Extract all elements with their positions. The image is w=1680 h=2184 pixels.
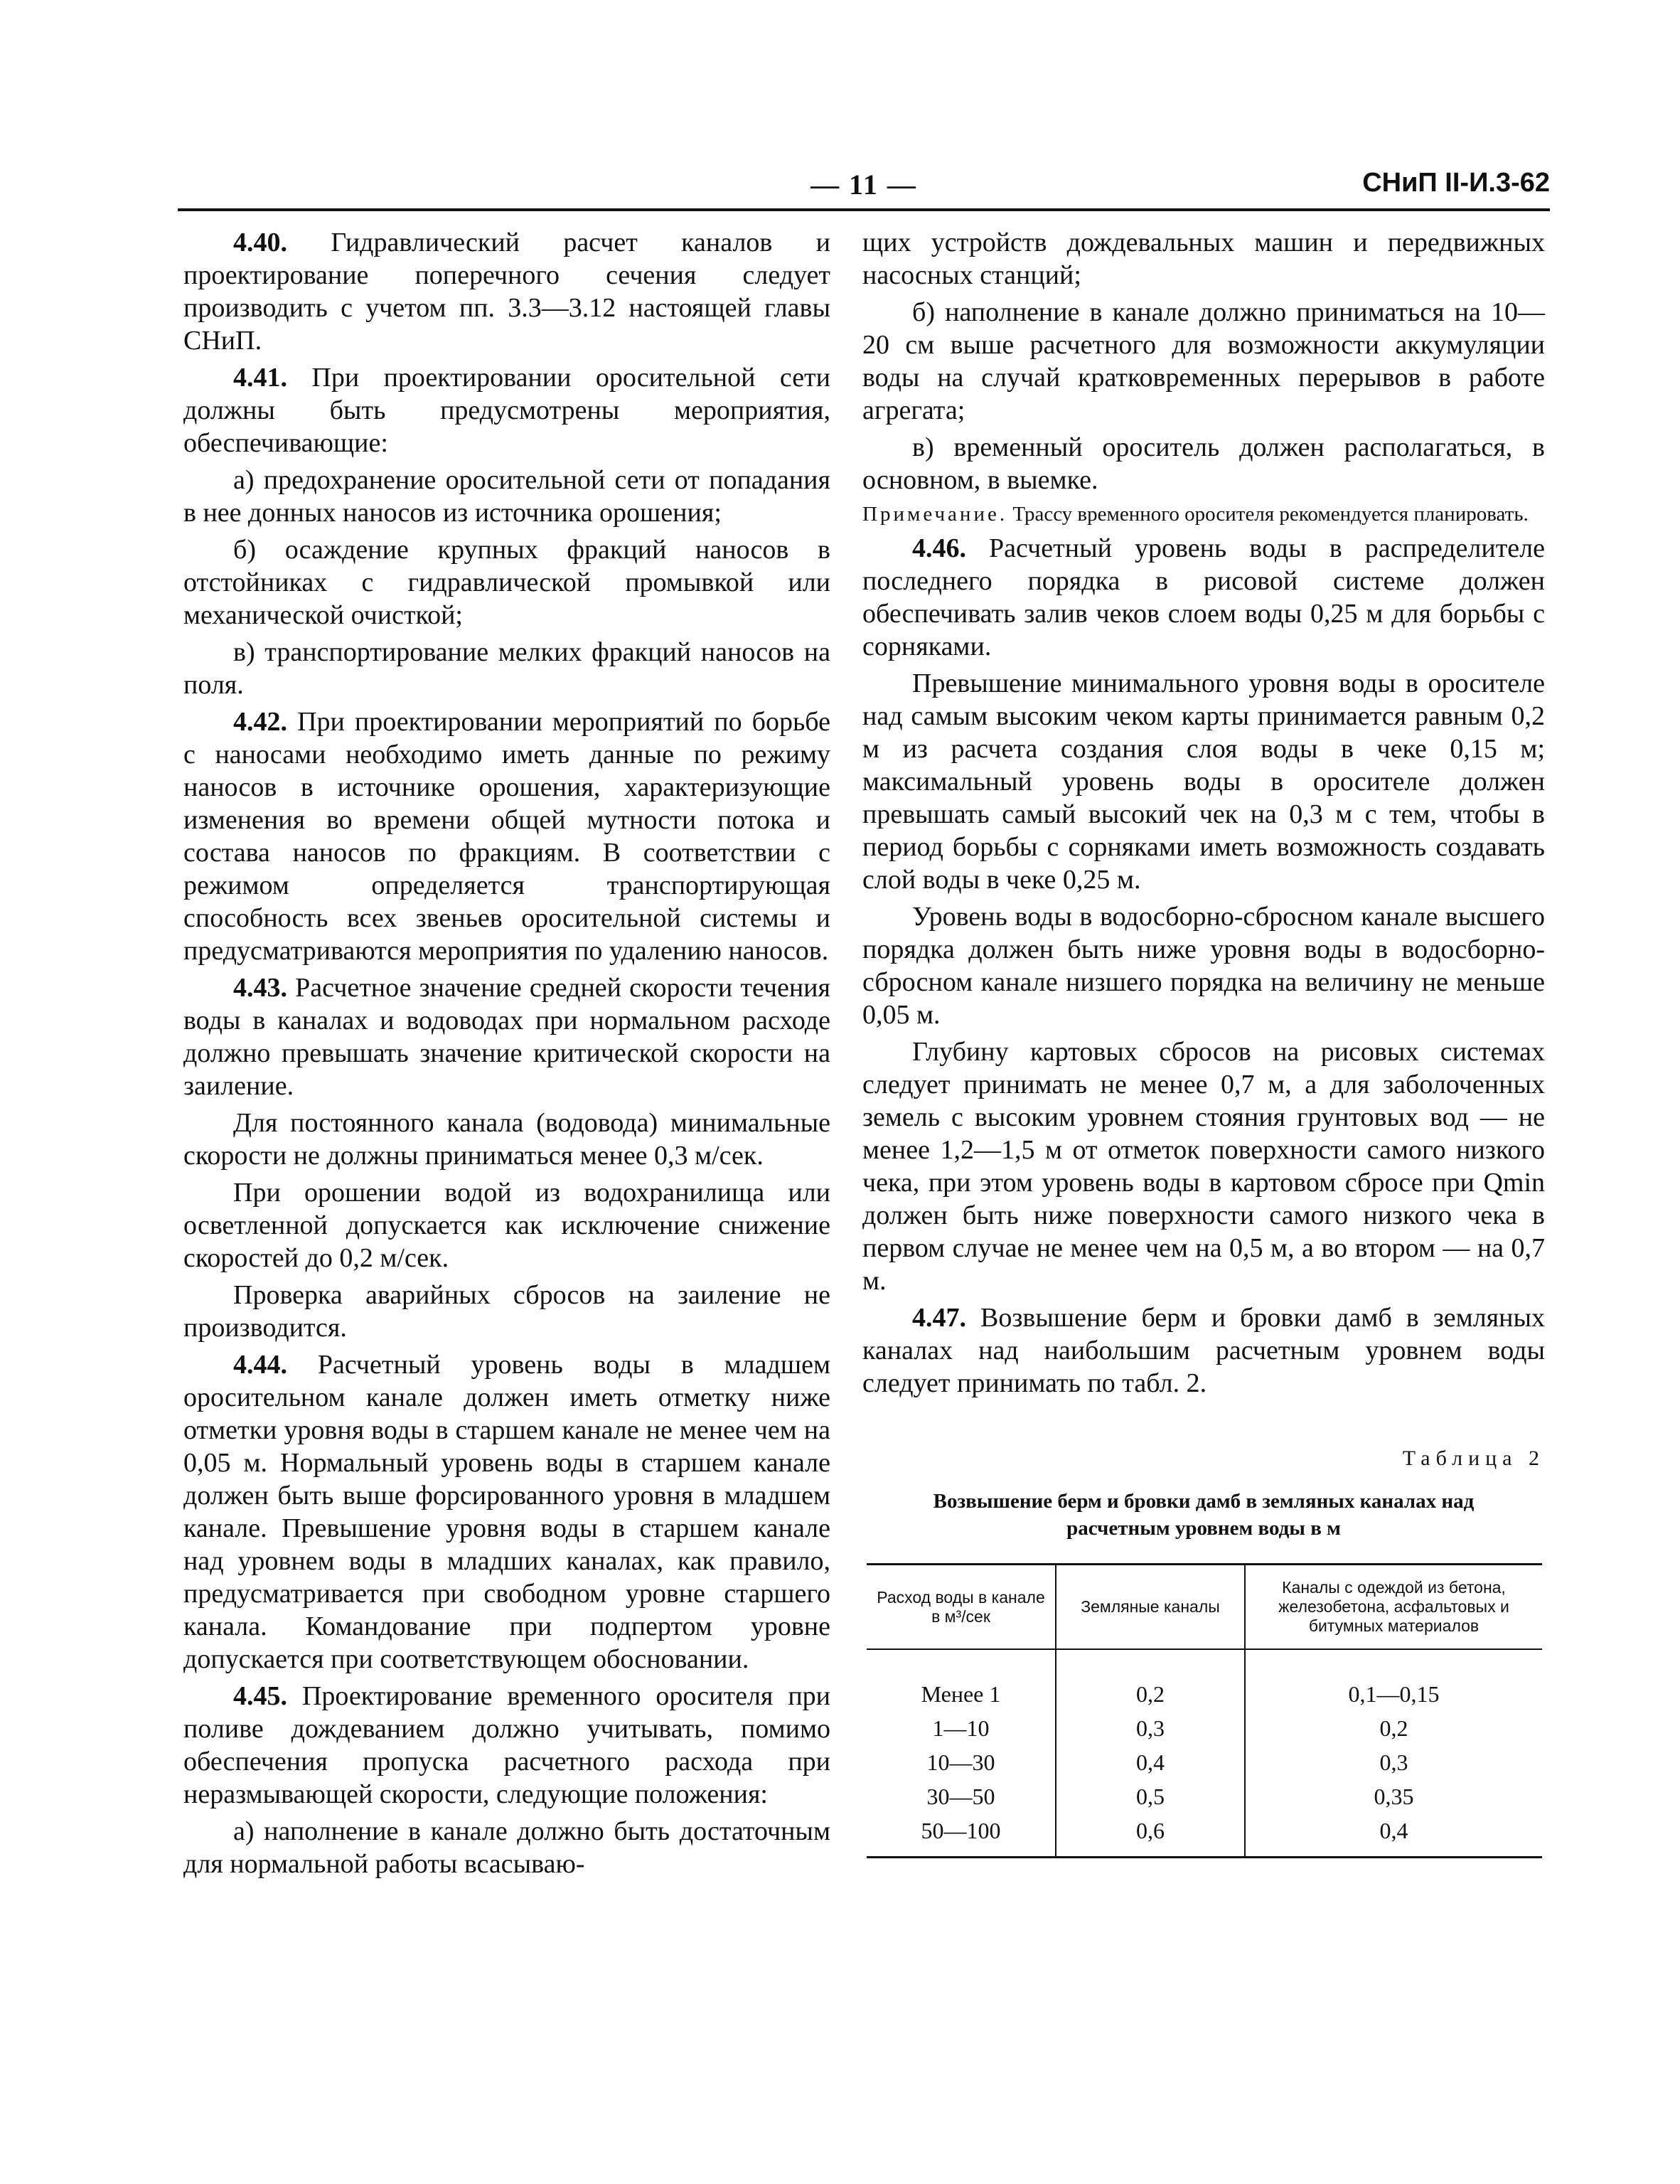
table-cell: 50—100 <box>867 1813 1056 1858</box>
paragraph-continuation: щих устройств дождевальных машин и передвижных насосных станций; <box>862 228 1545 290</box>
paragraph: Уровень воды в водосборно-сбросном канале высшего порядка должен быть ниже уровня воды в водосборно-сбросном канале низшего порядка на величину не меньше 0,05 м. <box>862 902 1545 1030</box>
paragraph: 4.45. Проектирование временного оросителя при поливе дождеванием должно учитывать, помимо обеспечения пропуска расчетного расхода при неразмывающей скорости, следующие положения: <box>183 1681 831 1809</box>
table-row <box>867 1745 1542 1779</box>
page-header <box>178 168 1550 211</box>
list-item: в) временный ороситель должен располагаться, в основном, в выемке. <box>862 432 1545 495</box>
paragraph: 4.41. При проектировании оросительной сети должны быть предусмотрены мероприятия, обеспечивающие: <box>183 363 831 458</box>
column-header: Земляные каналы <box>1056 1565 1245 1650</box>
table-title: Возвышение берм и бровки дамб в земляных каналах над расчетным уровнем воды в м <box>933 1490 1475 1540</box>
table-cell: 0,5 <box>1056 1779 1245 1813</box>
list-item: в) транспортирование мелких фракций наносов на поля. <box>183 637 830 700</box>
table-row <box>867 1813 1542 1858</box>
table-header-row <box>867 1565 1542 1650</box>
table-cell: 30—50 <box>926 1784 995 1809</box>
note: Примечание. Трассу временного оросителя рекомендуется планировать. <box>862 503 1529 526</box>
paragraph: 4.40. Гидравлический расчет каналов и проектирование поперечного сечения следует производить с учетом пп. 3.3—3.12 настоящей главы СНиП. <box>183 228 830 356</box>
right-column <box>862 226 1545 1858</box>
table-cell: 0,6 <box>1056 1813 1245 1858</box>
data-table <box>867 1563 1542 1858</box>
list-item: а) наполнение в канале должно быть достаточным для нормальной работы всасываю- <box>183 1816 830 1879</box>
left-column <box>183 226 830 1885</box>
paragraph: При орошении водой из водохранилища или осветленной допускается как исключение снижение скоростей до 0,2 м/сек. <box>183 1178 830 1273</box>
paragraph: Превышение минимального уровня воды в оросителе над самым высоким чеком карты принимается равным 0,2 м из расчета создания слоя воды в чеке 0,15 м; максимальный уровень воды в оросителе должен превышать самый высокий чек на 0,3 м с тем, чтобы в период борьбы с сорняками иметь возможность создавать слой воды в чеке 0,25 м. <box>862 668 1545 895</box>
column-header: Каналы с одеждой из бетона, железобетона, асфальтовых и битумных материалов <box>1245 1565 1542 1650</box>
document-code: СНиП II-И.3-62 <box>1362 168 1550 198</box>
list-item: б) наполнение в канале должно приниматься на 10—20 см выше расчетного для возможности аккумуляции воды на случай кратковременных перерывов в работе агрегата; <box>862 297 1545 425</box>
table-row <box>867 1779 1542 1813</box>
table-cell: 0,4 <box>1245 1813 1542 1858</box>
paragraph: 4.44. Расчетный уровень воды в младшем оросительном канале должен иметь отметку ниже отметки уровня воды в старшем канале не менее чем на 0,05 м. Нормальный уровень воды в старшем канале должен быть выше форсированного уровня в младшем канале. Превышение уровня воды в старшем канале над уровнем воды в младших каналах, как правило, предусматривается при свободном уровне старшего канала. Командование при подпертом уровне допускается при соответствующем обосновании. <box>183 1350 830 1674</box>
column-header: Расход воды в канале в м³/сек <box>867 1565 1056 1650</box>
paragraph: Для постоянного канала (водовода) минимальные скорости не должны приниматься менее 0,3 м/сек. <box>183 1108 830 1171</box>
table-cell: 0,35 <box>1245 1779 1542 1813</box>
table-caption: Таблица 2 <box>1402 1447 1545 1470</box>
header-rule <box>178 208 1550 211</box>
table-cell: 10—30 <box>926 1749 995 1775</box>
table-cell: 0,4 <box>1056 1745 1245 1779</box>
list-item: а) предохранение оросительной сети от попадания в нее донных наносов из источника орошения; <box>183 465 830 528</box>
paragraph: Проверка аварийных сбросов на заиление не производится. <box>183 1280 830 1343</box>
paragraph: 4.46. Расчетный уровень воды в распределителе последнего порядка в рисовой системе должен обеспечивать залив чеков слоем воды 0,25 м для борьбы с сорняками. <box>862 533 1545 661</box>
table-cell: 0,1—0,15 <box>1245 1649 1542 1711</box>
table-cell: 0,2 <box>1056 1649 1245 1711</box>
table-cell: 0,2 <box>1245 1711 1542 1745</box>
paragraph: 4.43. Расчетное значение средней скорости течения воды в каналах и водоводах при нормальном расходе должно превышать значение критической скорости на заиление. <box>183 973 830 1101</box>
table-cell: Менее 1 <box>921 1681 1001 1707</box>
table-cell: 1—10 <box>932 1715 990 1741</box>
table-row <box>867 1649 1542 1711</box>
paragraph: Глубину картовых сбросов на рисовых системах следует принимать не менее 0,7 м, а для заболоченных земель с высоким уровнем стояния грунтовых вод — не менее 1,2—1,5 м от отметок поверхности самого низкого чека, при этом уровень воды в картовом сбросе при Qmin должен быть ниже поверхности самого низкого чека в первом случае не менее чем на 0,5 м, а во втором — на 0,7 м. <box>862 1037 1545 1296</box>
table-row <box>867 1711 1542 1745</box>
paragraph: 4.42. При проектировании мероприятий по борьбе с наносами необходимо иметь данные по режиму наносов в источнике орошения, характеризующие изменения во времени общей мутности потока и состава наносов по фракциям. В соответствии с режимом определяется транспортирующая способность всех звеньев оросительной системы и предусматриваются мероприятия по удалению наносов. <box>183 707 830 966</box>
table-cell: 0,3 <box>1056 1711 1245 1745</box>
page-number: — 11 — <box>810 169 917 201</box>
list-item: б) осаждение крупных фракций наносов в отстойниках с гидравлической промывкой или механической очисткой; <box>183 535 830 630</box>
table-cell: 0,3 <box>1245 1745 1542 1779</box>
paragraph: 4.47. Возвышение берм и бровки дамб в земляных каналах над наибольшим расчетным уровнем воды следует принимать по табл. 2. <box>862 1303 1545 1398</box>
